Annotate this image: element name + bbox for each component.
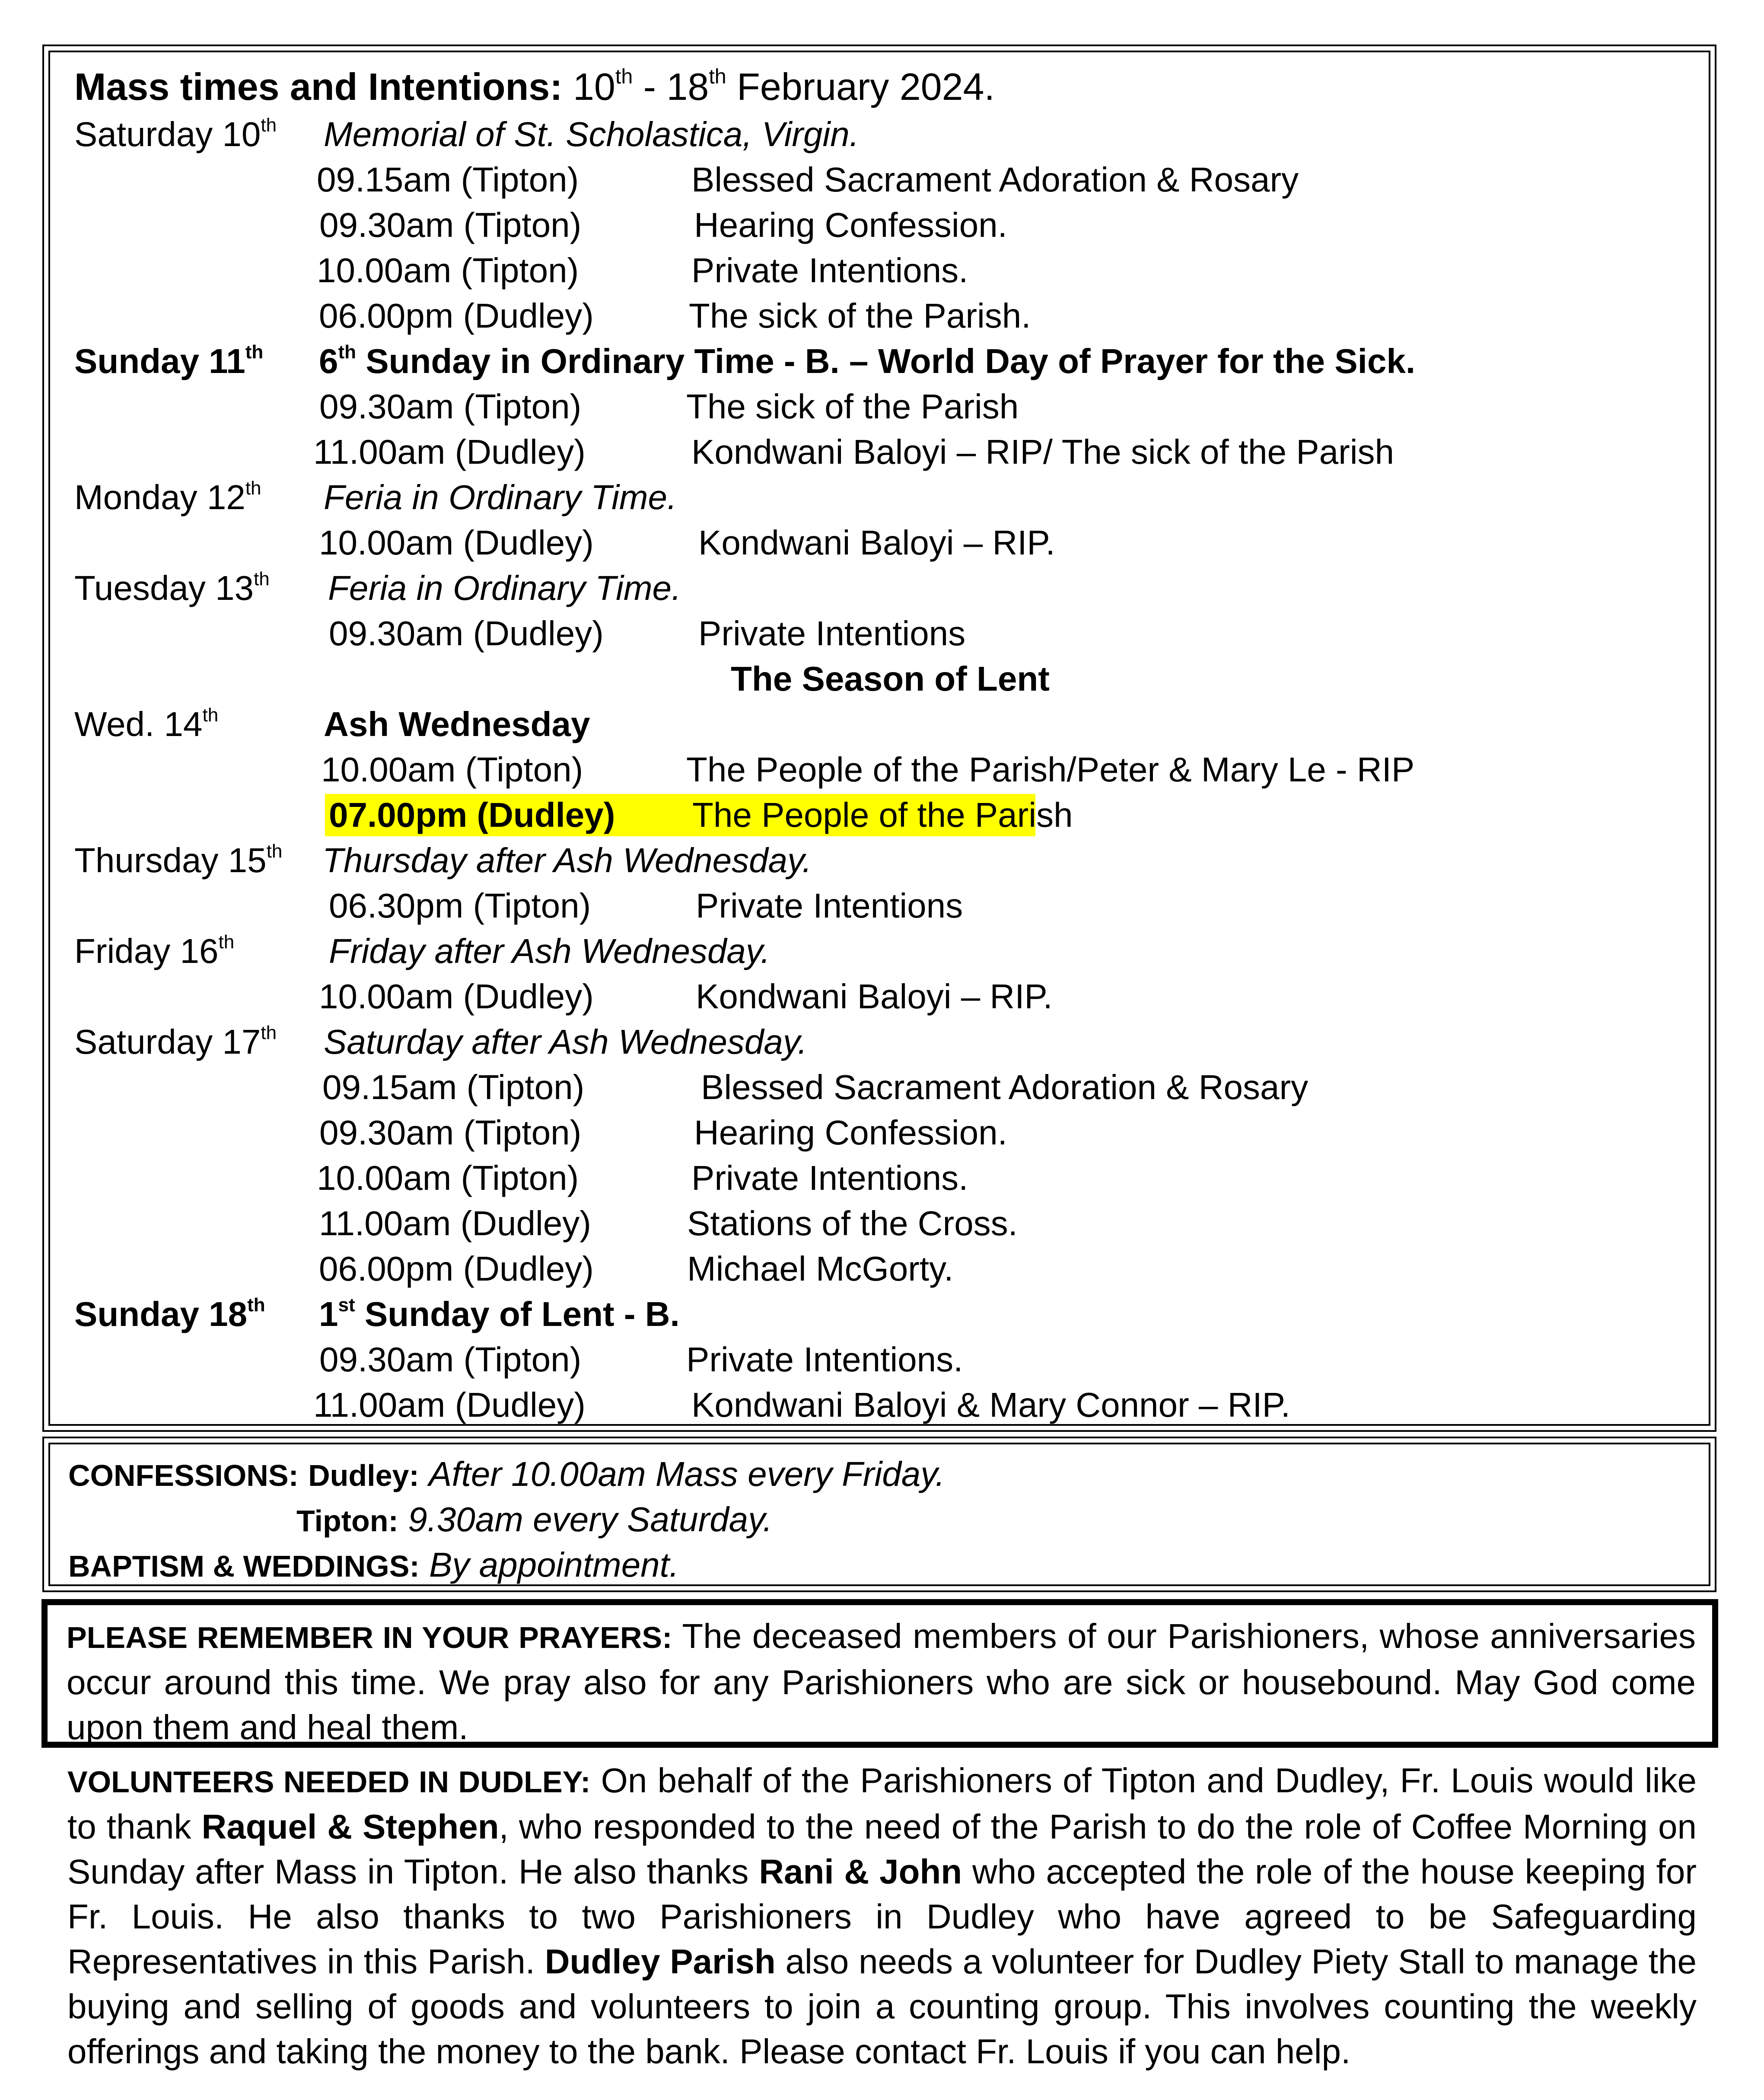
mass-time: 09.30am (Dudley) <box>329 614 604 653</box>
mass-intention: The sick of the Parish <box>686 387 1019 426</box>
volunteers-text: also needs a volunteer for Dudley Piety Stall to manage the buying and selling of goods and volunteers to join a counting group. This involves counting the weekly offerings and taking the money to the bank. Please contact Fr. Louis if you can help. <box>67 1942 1697 2071</box>
parish-name: Dudley Parish <box>544 1942 776 1981</box>
confessions-inner-border <box>48 1443 1710 1586</box>
feast-label: 6th Sunday in Ordinary Time - B. – World Day of Prayer for the Sick. <box>319 341 1416 380</box>
mass-time: 10.00am (Tipton) <box>317 1159 579 1197</box>
mass-time: 06.00pm (Dudley) <box>319 1249 594 1288</box>
tipton-text: 9.30am every Saturday. <box>408 1500 773 1539</box>
day-label: Saturday 17th <box>74 1022 277 1061</box>
day-label: Tuesday 13th <box>74 568 270 607</box>
prayers-text: The deceased members of our Parishioners, whose anniversaries occur around this time. We pray also for any Parishioners who are sick or housebound. May God come upon them and heal them. <box>67 1617 1696 1746</box>
mass-intention: The sick of the Parish. <box>689 296 1031 335</box>
mass-time: 10.00am (Tipton) <box>321 750 583 789</box>
mass-intention: Private Intentions. <box>691 251 968 290</box>
mass-intention: Private Intentions <box>698 614 966 653</box>
mass-time: 11.00am (Dudley) <box>313 433 586 471</box>
prayers-paragraph <box>67 1614 1696 1750</box>
baptism-text: By appointment. <box>429 1546 679 1584</box>
mass-time: 09.15am (Tipton) <box>322 1068 585 1106</box>
mass-intention: Hearing Confession. <box>694 206 1007 244</box>
mass-intention: Stations of the Cross. <box>687 1204 1018 1243</box>
mass-time: 09.30am (Tipton) <box>319 387 582 426</box>
mass-intention: Kondwani Baloyi – RIP/ The sick of the Parish <box>691 433 1395 471</box>
prayers-box <box>41 1599 1718 1748</box>
volunteers-label: VOLUNTEERS NEEDED IN DUDLEY: <box>67 1765 591 1799</box>
baptism-label: BAPTISM & WEDDINGS: <box>68 1549 420 1583</box>
mass-intention: Kondwani Baloyi – RIP. <box>696 977 1053 1016</box>
day-label: Sunday 18th <box>74 1294 265 1333</box>
mass-intention: Blessed Sacrament Adoration & Rosary <box>691 160 1299 199</box>
mass-intention: Blessed Sacrament Adoration & Rosary <box>701 1068 1309 1106</box>
feast-label: Feria in Ordinary Time. <box>328 569 681 607</box>
heading-label: Mass times and Intentions: <box>74 65 563 108</box>
mass-time: 09.30am (Tipton) <box>319 1340 582 1379</box>
feast-label: Feria in Ordinary Time. <box>324 478 677 516</box>
mass-intention: Private Intentions <box>696 886 963 925</box>
feast-label: Friday after Ash Wednesday. <box>329 932 771 970</box>
feast-label: Memorial of St. Scholastica, Virgin. <box>324 115 860 153</box>
volunteers-paragraph <box>67 1758 1697 2074</box>
mass-time: 10.00am (Dudley) <box>319 523 594 562</box>
mass-intention: Kondwani Baloyi – RIP. <box>698 523 1055 562</box>
mass-intention: The People of the Parish/Peter & Mary Le - RIP <box>686 750 1415 789</box>
mass-time: 09.15am (Tipton) <box>317 160 579 199</box>
prayers-label: PLEASE REMEMBER IN YOUR PRAYERS: <box>67 1621 672 1654</box>
volunteer-name: Rani & John <box>759 1852 962 1891</box>
day-label: Monday 12th <box>74 477 261 516</box>
mass-intention: Kondwani Baloyi & Mary Connor – RIP. <box>691 1386 1290 1424</box>
day-label: Sunday 11th <box>74 341 264 380</box>
mass-intention: Private Intentions. <box>691 1159 968 1197</box>
confessions-tipton-line <box>296 1497 772 1542</box>
confessions-box <box>42 1437 1716 1592</box>
mass-intention: The People of the Parish <box>692 796 1073 834</box>
mass-time: 11.00am (Dudley) <box>319 1204 591 1243</box>
mass-time: 07.00pm (Dudley) <box>329 796 615 834</box>
mass-time: 09.30am (Tipton) <box>319 206 582 244</box>
feast-label: Ash Wednesday <box>324 705 590 743</box>
day-label: Thursday 15th <box>74 840 283 880</box>
volunteers-text: who accepted the role of the house keeping for Fr. Louis. He also thanks to two Parishioners in Dudley who have agreed to be Safeguarding Representatives in this Parish. <box>67 1852 1697 1981</box>
confessions-label: CONFESSIONS: <box>68 1459 299 1492</box>
feast-label: 1st Sunday of Lent - B. <box>319 1294 680 1333</box>
tipton-label: Tipton: <box>296 1504 398 1538</box>
mass-time: 11.00am (Dudley) <box>313 1386 586 1424</box>
mass-times-heading <box>74 61 995 113</box>
day-label: Friday 16th <box>74 931 235 970</box>
mass-times-inner-border <box>48 51 1710 1426</box>
volunteers-text: On behalf of the Parishioners of Tipton and Dudley, Fr. Louis would like to thank <box>67 1761 1697 1846</box>
mass-time: 06.00pm (Dudley) <box>319 296 594 335</box>
feast-label: Thursday after Ash Wednesday. <box>322 841 812 880</box>
feast-label: Saturday after Ash Wednesday. <box>324 1023 808 1061</box>
mass-intention: Michael McGorty. <box>687 1249 954 1288</box>
mass-time: 09.30am (Tipton) <box>319 1113 582 1152</box>
day-label: Wed. 14th <box>74 704 219 743</box>
baptism-line <box>68 1542 679 1587</box>
dudley-label: Dudley: <box>308 1459 419 1492</box>
mass-time: 06.30pm (Tipton) <box>329 886 591 925</box>
volunteer-name: Raquel & Stephen <box>201 1807 499 1846</box>
day-label: Saturday 10th <box>74 114 277 153</box>
mass-times-box <box>42 45 1716 1432</box>
volunteers-text: , who responded to the need of the Parish to do the role of Coffee Morning on Sunday after Mass in Tipton. He also thanks <box>67 1807 1697 1891</box>
mass-time: 10.00am (Dudley) <box>319 977 594 1016</box>
season-label: The Season of Lent <box>731 660 1050 698</box>
mass-time: 10.00am (Tipton) <box>317 251 579 290</box>
mass-intention: Private Intentions. <box>686 1340 963 1379</box>
dudley-text: After 10.00am Mass every Friday. <box>429 1455 945 1493</box>
mass-intention: Hearing Confession. <box>694 1113 1007 1152</box>
heading-dates: 10th - 18th February 2024. <box>573 65 995 108</box>
confessions-dudley-line <box>68 1451 945 1497</box>
